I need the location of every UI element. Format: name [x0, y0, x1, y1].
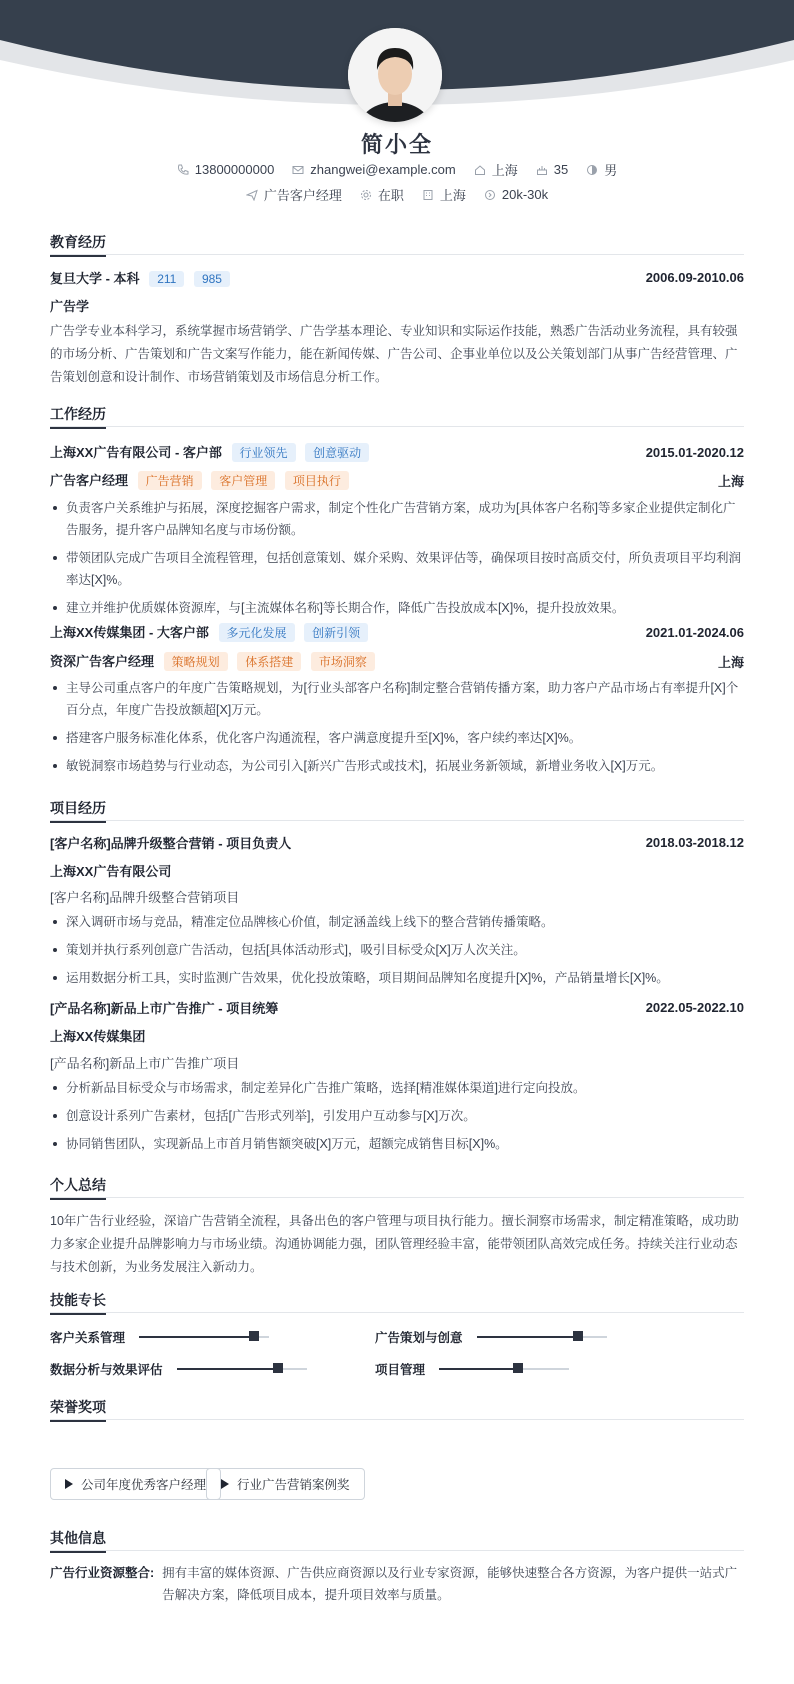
home-icon	[474, 164, 486, 176]
company-tag: 行业领先	[232, 443, 296, 462]
job-title-text: 广告客户经理	[263, 188, 342, 203]
play-icon	[221, 1479, 229, 1489]
list-item: 建立并维护优质媒体资源库，与[主流媒体名称]等长期合作，降低广告投放成本[X]%，提升投放效果。	[50, 597, 744, 619]
education-description: 广告学专业本科学习，系统掌握市场营销学、广告学基本理论、专业知识和实际运作技能，熟悉广告活动业务流程，具有较强的市场分析、广告策划和广告文案写作能力，能在新闻传媒、广告公司、企事业单位以及公关策划部门从事广告经营管理、广告策划创意和设计制作、市场营销策划及市场信息分析工作。	[50, 324, 738, 384]
skill-item	[50, 1360, 307, 1378]
project-period: 2018.03-2018.12	[645, 835, 744, 850]
skill-name: 客户关系管理	[50, 1331, 126, 1345]
project-subtitle-row	[50, 887, 744, 906]
job-position-row	[50, 651, 744, 671]
target-city-text: 上海	[439, 188, 466, 203]
skill-level-bar	[477, 1331, 607, 1343]
email-text: zhangwei@example.com	[310, 162, 456, 177]
list-item: 敏锐洞察市场趋势与行业动态，为公司引入[新兴广告形式或技术]，拓展业务新领域，新增业务收入[X]万元。	[50, 755, 744, 777]
gender-info	[586, 160, 617, 179]
company-name: 上海XX广告有限公司 - 客户部	[50, 445, 222, 460]
project-company-row	[50, 1026, 744, 1045]
gear-icon	[360, 189, 372, 201]
skill-item	[50, 1328, 269, 1346]
job-header	[50, 622, 744, 642]
contact-info-row	[0, 160, 794, 179]
job-period: 2015.01-2020.12	[645, 444, 744, 460]
city-text: 上海	[491, 163, 518, 178]
other-info-row	[50, 1562, 744, 1606]
list-item: 策划并执行系列创意广告活动，包括[具体活动形式]，吸引目标受众[X]万人次关注。	[50, 939, 744, 961]
project-company-row	[50, 861, 744, 880]
skill-tag: 体系搭建	[237, 652, 301, 671]
project-bullets	[50, 1077, 744, 1161]
project-name: [客户名称]品牌升级整合营销 - 项目负责人	[50, 836, 292, 851]
project-company: 上海XX广告有限公司	[50, 864, 172, 879]
list-item: 创意设计系列广告素材，包括[广告形式列举]，引发用户互动参与[X]万次。	[50, 1105, 744, 1127]
skill-level-bar	[439, 1363, 569, 1375]
skill-level-bar	[177, 1363, 307, 1375]
job-location: 上海	[717, 654, 744, 670]
skills-section-title: 技能专长	[50, 1290, 744, 1313]
skill-level-bar	[139, 1331, 269, 1343]
list-item: 搭建客户服务标准化体系，优化客户沟通流程，客户满意度提升至[X]%，客户续约率达[X]%。	[50, 727, 744, 749]
mail-icon	[292, 164, 304, 176]
work-section-title: 工作经历	[50, 404, 744, 427]
avatar	[348, 28, 442, 122]
skill-tag: 项目执行	[285, 471, 349, 490]
award-name: 行业广告营销案例奖	[237, 1478, 350, 1492]
job-position-row	[50, 470, 744, 490]
play-icon	[65, 1479, 73, 1489]
education-tag: 985	[194, 271, 230, 287]
salary-info	[484, 187, 548, 202]
education-section-title: 教育经历	[50, 232, 744, 255]
major: 广告学	[50, 299, 90, 314]
salary-text: 20k-30k	[501, 187, 549, 202]
project-header	[50, 998, 744, 1017]
gender-icon	[586, 164, 598, 176]
company-tag: 多元化发展	[219, 623, 295, 642]
gender-text: 男	[604, 163, 618, 178]
job-position: 广告客户经理	[50, 473, 129, 488]
age-text: 35	[553, 162, 569, 177]
list-item: 带领团队完成广告项目全流程管理，包括创意策划、媒介采购、效果评估等，确保项目按时高质交付，所负责项目平均利润率达[X]%。	[50, 547, 744, 591]
project-subtitle: [客户名称]品牌升级整合营销项目	[50, 890, 240, 905]
email-info	[292, 162, 455, 177]
list-item: 运用数据分析工具，实时监测广告效果，优化投放策略，项目期间品牌知名度提升[X]%，产品销量增长[X]%。	[50, 967, 744, 989]
status-info	[360, 185, 404, 204]
skill-item	[375, 1360, 569, 1378]
education-tag: 211	[149, 271, 184, 287]
other-section-title: 其他信息	[50, 1528, 744, 1551]
award-item	[50, 1468, 221, 1500]
company-tag: 创新引领	[304, 623, 368, 642]
job-location: 上海	[717, 473, 744, 489]
skill-tag: 广告营销	[138, 471, 202, 490]
skill-item	[375, 1328, 607, 1346]
summary-text: 10年广告行业经验，深谙广告营销全流程，具备出色的客户管理与项目执行能力。擅长洞察市场需求，制定精准策略，成功助力多家企业提升品牌影响力与市场业绩。沟通协调能力强，团队管理经验丰富，能带领团队高效完成任务。持续关注行业动态与技术创新，为业务发展注入新动力。	[50, 1214, 739, 1274]
job-title-info	[246, 185, 342, 204]
send-icon	[246, 189, 258, 201]
skill-name: 广告策划与创意	[375, 1331, 463, 1345]
cake-icon	[536, 164, 548, 176]
phone-icon	[177, 164, 189, 176]
education-header	[50, 268, 744, 287]
job-responsibilities	[50, 677, 744, 783]
school-name: 复旦大学 - 本科	[50, 271, 140, 286]
other-info-label: 广告行业资源整合:	[50, 1566, 155, 1580]
awards-section-title: 荣誉奖项	[50, 1397, 744, 1420]
coin-icon	[484, 189, 496, 201]
job-responsibilities	[50, 497, 744, 625]
education-period: 2006.09-2010.06	[645, 270, 744, 285]
target-city-info	[422, 185, 466, 204]
project-name: [产品名称]新品上市广告推广 - 项目统筹	[50, 1001, 279, 1016]
other-info-text: 拥有丰富的媒体资源、广告供应商资源以及行业专家资源，能够快速整合各方资源，为客户提供一站式广告解决方案，降低项目成本，提升项目效率与质量。	[162, 1566, 738, 1602]
summary-section-title: 个人总结	[50, 1175, 744, 1198]
list-item: 分析新品目标受众与市场需求，制定差异化广告推广策略，选择[精准媒体渠道]进行定向投放。	[50, 1077, 744, 1099]
age-info	[536, 162, 568, 177]
list-item: 负责客户关系维护与拓展，深度挖掘客户需求，制定个性化广告营销方案，成功为[具体客户名称]等多家企业提供定制化广告服务，提升客户品牌知名度与市场份额。	[50, 497, 744, 541]
project-subtitle: [产品名称]新品上市广告推广项目	[50, 1056, 240, 1071]
award-name: 公司年度优秀客户经理	[81, 1478, 207, 1492]
job-header	[50, 442, 744, 462]
status-text: 在职	[377, 188, 404, 203]
project-subtitle-row	[50, 1053, 744, 1072]
award-item	[206, 1468, 365, 1500]
skill-tag: 客户管理	[211, 471, 275, 490]
project-header	[50, 833, 744, 852]
skill-name: 项目管理	[375, 1363, 426, 1377]
company-tag: 创意驱动	[305, 443, 369, 462]
phone-text: 13800000000	[194, 162, 275, 177]
list-item: 主导公司重点客户的年度广告策略规划，为[行业头部客户名称]制定整合营销传播方案，助力客户产品市场占有率提升[X]个百分点，年度广告投放额超[X]万元。	[50, 677, 744, 721]
company-name: 上海XX传媒集团 - 大客户部	[50, 625, 209, 640]
skill-tag: 市场洞察	[311, 652, 375, 671]
job-period: 2021.01-2024.06	[645, 624, 744, 640]
job-intent-row	[0, 185, 794, 204]
city-info	[474, 160, 518, 179]
job-position: 资深广告客户经理	[50, 654, 155, 669]
phone-info	[177, 162, 275, 177]
major-row	[50, 296, 744, 315]
skill-tag: 策略规划	[164, 652, 228, 671]
building-icon	[422, 189, 434, 201]
candidate-name: 简小全	[360, 132, 433, 157]
project-period: 2022.05-2022.10	[645, 1000, 744, 1015]
project-company: 上海XX传媒集团	[50, 1029, 146, 1044]
list-item: 深入调研市场与竞品，精准定位品牌核心价值，制定涵盖线上线下的整合营销传播策略。	[50, 911, 744, 933]
project-bullets	[50, 911, 744, 995]
list-item: 协同销售团队，实现新品上市首月销售额突破[X]万元，超额完成销售目标[X]%。	[50, 1133, 744, 1155]
skill-name: 数据分析与效果评估	[50, 1363, 163, 1377]
projects-section-title: 项目经历	[50, 798, 744, 821]
